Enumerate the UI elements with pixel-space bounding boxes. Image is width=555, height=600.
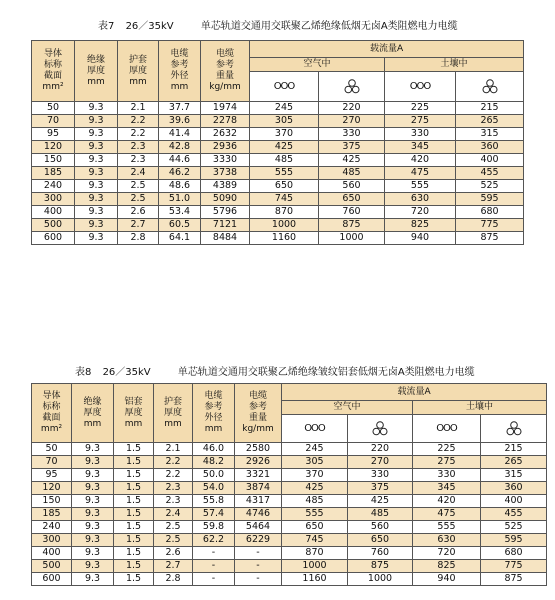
table7-header-soil: 土壤中 (385, 58, 524, 72)
table8-air-flat-icon: OOO (282, 415, 348, 443)
table-cell: 475 (413, 508, 481, 521)
table8-header-air: 空气中 (282, 401, 413, 415)
table-cell: 2.8 (154, 573, 193, 586)
table-cell: 9.3 (72, 560, 114, 573)
table-row (32, 547, 547, 560)
table-row (32, 534, 547, 547)
table-cell: 330 (319, 128, 385, 141)
table-cell: 60.5 (159, 219, 201, 232)
table-cell: 345 (385, 141, 456, 154)
table-cell: 875 (319, 219, 385, 232)
table-cell: 2.5 (154, 534, 193, 547)
table-cell: 2926 (235, 456, 282, 469)
table7 (31, 40, 524, 245)
table-cell: 330 (413, 469, 481, 482)
table-cell: 875 (481, 573, 547, 586)
table-cell: 2.7 (154, 560, 193, 573)
table-cell: 555 (282, 508, 348, 521)
table7-header-sheath: 护套 厚度 mm (118, 41, 159, 102)
table-row (32, 508, 547, 521)
table-cell: 150 (32, 154, 75, 167)
table-cell: 425 (282, 482, 348, 495)
table-cell: 55.8 (193, 495, 235, 508)
table-cell: 875 (348, 560, 413, 573)
table-cell: 245 (250, 102, 319, 115)
table-cell: 500 (32, 560, 72, 573)
table-cell: 330 (348, 469, 413, 482)
table-cell: 4317 (235, 495, 282, 508)
table-cell: 650 (282, 521, 348, 534)
table-cell: 62.2 (193, 534, 235, 547)
table-cell: 555 (413, 521, 481, 534)
table-cell: 775 (481, 560, 547, 573)
table8-header-weight: 电缆 参考 重量 kg/mm (235, 384, 282, 443)
table-cell: 1.5 (114, 560, 154, 573)
table-cell: 225 (385, 102, 456, 115)
table-cell: 1000 (348, 573, 413, 586)
table-cell: 9.3 (72, 508, 114, 521)
table-cell: 345 (413, 482, 481, 495)
table-cell: 2.3 (154, 495, 193, 508)
table7-air-flat-icon: OOO (250, 72, 319, 102)
table-cell: 3321 (235, 469, 282, 482)
table-cell: 305 (250, 115, 319, 128)
table-cell: 720 (385, 206, 456, 219)
table-cell: 9.3 (72, 456, 114, 469)
table-cell: 2.8 (118, 232, 159, 245)
table8-voltage: 26／35kV (102, 367, 151, 378)
table-cell: 9.3 (75, 193, 118, 206)
table-row (32, 232, 524, 245)
table7-air-trefoil-icon (319, 72, 385, 102)
table-cell: 46.2 (159, 167, 201, 180)
table8-soil-trefoil-icon (481, 415, 547, 443)
table-row (32, 193, 524, 206)
table-cell: 745 (282, 534, 348, 547)
table-row (32, 128, 524, 141)
table-cell: 1000 (282, 560, 348, 573)
table-cell: 2.1 (118, 102, 159, 115)
table8-header-section: 导体 标称 截面 mm² (32, 384, 72, 443)
table-cell: 225 (413, 443, 481, 456)
table-cell: 1.5 (114, 469, 154, 482)
table-cell: 315 (456, 128, 524, 141)
table-cell: 555 (250, 167, 319, 180)
table-cell: 330 (385, 128, 456, 141)
table-row (32, 154, 524, 167)
table-cell: 4746 (235, 508, 282, 521)
table-row (32, 219, 524, 232)
table-cell: 2.3 (118, 141, 159, 154)
table-cell: 9.3 (72, 521, 114, 534)
table7-caption (98, 17, 458, 32)
table-cell: 9.3 (75, 180, 118, 193)
table-cell: 760 (348, 547, 413, 560)
table-cell: 300 (32, 534, 72, 547)
table-cell: 2580 (235, 443, 282, 456)
table-cell: 59.8 (193, 521, 235, 534)
table-cell: 870 (250, 206, 319, 219)
table-cell: 50.0 (193, 469, 235, 482)
table-cell: 2.6 (154, 547, 193, 560)
table-cell: 245 (282, 443, 348, 456)
table8-caption (75, 363, 475, 378)
table-cell: 940 (413, 573, 481, 586)
table-cell: 1.5 (114, 495, 154, 508)
table-cell: - (193, 547, 235, 560)
table-row (32, 180, 524, 193)
table-cell: 400 (456, 154, 524, 167)
table-cell: 5796 (201, 206, 250, 219)
table-cell: 1.5 (114, 482, 154, 495)
table-cell: 315 (481, 469, 547, 482)
table-row (32, 573, 547, 586)
table-cell: 475 (385, 167, 456, 180)
table-cell: 9.3 (72, 495, 114, 508)
table-row (32, 115, 524, 128)
table-cell: 2.2 (154, 469, 193, 482)
table8-header-sheath: 护套 厚度 mm (154, 384, 193, 443)
table-cell: 215 (456, 102, 524, 115)
table-cell: 1.5 (114, 508, 154, 521)
table-cell: 400 (32, 547, 72, 560)
table-cell: 825 (385, 219, 456, 232)
table-cell: 3738 (201, 167, 250, 180)
table-cell: 54.0 (193, 482, 235, 495)
table-cell: 9.3 (72, 547, 114, 560)
table-cell: 2278 (201, 115, 250, 128)
table7-body (32, 102, 524, 245)
table-cell: 455 (481, 508, 547, 521)
table-cell: 9.3 (75, 167, 118, 180)
table-cell: 870 (282, 547, 348, 560)
table-row (32, 443, 547, 456)
table-cell: 425 (250, 141, 319, 154)
table-cell: 51.0 (159, 193, 201, 206)
table-cell: 555 (385, 180, 456, 193)
table-cell: 53.4 (159, 206, 201, 219)
table-cell: 1.5 (114, 443, 154, 456)
table7-voltage: 26／35kV (125, 21, 174, 32)
table-cell: 2.2 (118, 115, 159, 128)
table-cell: 2936 (201, 141, 250, 154)
table-row (32, 102, 524, 115)
table-cell: 425 (319, 154, 385, 167)
table-cell: 9.3 (75, 206, 118, 219)
table-cell: 420 (413, 495, 481, 508)
table-cell: 305 (282, 456, 348, 469)
table-cell: 525 (481, 521, 547, 534)
table-row (32, 206, 524, 219)
table-cell: 375 (319, 141, 385, 154)
table-cell: 220 (319, 102, 385, 115)
table-cell: 185 (32, 508, 72, 521)
table-cell: 150 (32, 495, 72, 508)
table8-header-soil: 土壤中 (413, 401, 547, 415)
table-cell: 360 (481, 482, 547, 495)
table-cell: 300 (32, 193, 75, 206)
table-cell: 2.2 (154, 456, 193, 469)
table-cell: 9.3 (75, 219, 118, 232)
table-cell: 1974 (201, 102, 250, 115)
table-cell: 1.5 (114, 573, 154, 586)
table-cell: 265 (456, 115, 524, 128)
table-row (32, 141, 524, 154)
table-cell: 1160 (282, 573, 348, 586)
table-cell: 8484 (201, 232, 250, 245)
table-cell: 400 (32, 206, 75, 219)
table-cell: 2.5 (118, 180, 159, 193)
table-cell: 185 (32, 167, 75, 180)
table-cell: 940 (385, 232, 456, 245)
table-cell: 370 (250, 128, 319, 141)
table-cell: 9.3 (72, 469, 114, 482)
table-cell: 2.7 (118, 219, 159, 232)
table-cell: 42.8 (159, 141, 201, 154)
table-cell: 760 (319, 206, 385, 219)
table7-number: 表7 (98, 21, 115, 32)
table8-header-od: 电缆 参考 外径 mm (193, 384, 235, 443)
table-cell: 360 (456, 141, 524, 154)
table-cell: 9.3 (72, 482, 114, 495)
table-cell: 1000 (250, 219, 319, 232)
table-cell: 5090 (201, 193, 250, 206)
table-cell: 3330 (201, 154, 250, 167)
table-cell: 425 (348, 495, 413, 508)
table-cell: 1.5 (114, 521, 154, 534)
table-cell: 2.3 (154, 482, 193, 495)
table-cell: 400 (481, 495, 547, 508)
table7-header-weight: 电缆 参考 重量 kg/mm (201, 41, 250, 102)
table8-header-aluminum: 铝套 厚度 mm (114, 384, 154, 443)
table-cell: 2632 (201, 128, 250, 141)
table-cell: 1.5 (114, 456, 154, 469)
table-cell: 485 (250, 154, 319, 167)
table-cell: 95 (32, 469, 72, 482)
table8 (31, 383, 547, 586)
table-cell: 220 (348, 443, 413, 456)
table8-air-trefoil-icon (348, 415, 413, 443)
table-cell: 5464 (235, 521, 282, 534)
table-cell: 630 (413, 534, 481, 547)
table-cell: 455 (456, 167, 524, 180)
table-cell: 120 (32, 141, 75, 154)
table-cell: 240 (32, 521, 72, 534)
table-cell: - (235, 573, 282, 586)
table8-header-current: 载流量A (282, 384, 547, 401)
table-cell: 95 (32, 128, 75, 141)
table-cell: 370 (282, 469, 348, 482)
table-cell: 2.5 (154, 521, 193, 534)
table-cell: 64.1 (159, 232, 201, 245)
table7-header-section: 导体 标称 截面 mm² (32, 41, 75, 102)
table-row (32, 469, 547, 482)
table7-soil-trefoil-icon (456, 72, 524, 102)
table-cell: 9.3 (75, 102, 118, 115)
table-cell: 6229 (235, 534, 282, 547)
table-cell: 2.2 (118, 128, 159, 141)
table-cell: 4389 (201, 180, 250, 193)
table-cell: 39.6 (159, 115, 201, 128)
table7-header-insulation: 绝缘 厚度 mm (75, 41, 118, 102)
table-cell: 1160 (250, 232, 319, 245)
table-cell: 2.3 (118, 154, 159, 167)
table8-title: 单芯轨道交通用交联聚乙烯绝缘皱纹铝套低烟无卤A类阻燃电力电缆 (177, 367, 475, 378)
table-cell: 2.1 (154, 443, 193, 456)
table-cell: 9.3 (75, 128, 118, 141)
table-cell: 9.3 (75, 232, 118, 245)
table-cell: - (193, 560, 235, 573)
table-cell: 875 (456, 232, 524, 245)
table-cell: 9.3 (72, 573, 114, 586)
table-cell: 37.7 (159, 102, 201, 115)
table-cell: 3874 (235, 482, 282, 495)
table-cell: 630 (385, 193, 456, 206)
table-cell: 270 (348, 456, 413, 469)
table-cell: 560 (348, 521, 413, 534)
table-cell: 275 (385, 115, 456, 128)
table-cell: 9.3 (75, 141, 118, 154)
table-cell: 775 (456, 219, 524, 232)
table-cell: 825 (413, 560, 481, 573)
table-cell: 595 (481, 534, 547, 547)
table-cell: 375 (348, 482, 413, 495)
table-cell: 1.5 (114, 547, 154, 560)
table-cell: 57.4 (193, 508, 235, 521)
table8-header-insulation: 绝缘 厚度 mm (72, 384, 114, 443)
table-cell: 120 (32, 482, 72, 495)
table-cell: 44.6 (159, 154, 201, 167)
table-cell: 50 (32, 443, 72, 456)
table-cell: - (235, 560, 282, 573)
table-cell: 720 (413, 547, 481, 560)
table-cell: - (235, 547, 282, 560)
table-cell: 600 (32, 232, 75, 245)
table-cell: 2.4 (154, 508, 193, 521)
table-cell: 745 (250, 193, 319, 206)
table-cell: 70 (32, 115, 75, 128)
table-cell: 7121 (201, 219, 250, 232)
table7-header-air: 空气中 (250, 58, 385, 72)
table-cell: 1.5 (114, 534, 154, 547)
table-cell: 525 (456, 180, 524, 193)
table-cell: 650 (348, 534, 413, 547)
table-cell: 2.5 (118, 193, 159, 206)
table-cell: 240 (32, 180, 75, 193)
table-cell: 48.6 (159, 180, 201, 193)
table8-soil-flat-icon: OOO (413, 415, 481, 443)
table-cell: 650 (250, 180, 319, 193)
table-cell: 265 (481, 456, 547, 469)
table-cell: 680 (456, 206, 524, 219)
table-cell: 420 (385, 154, 456, 167)
table-cell: 485 (282, 495, 348, 508)
table-row (32, 495, 547, 508)
table8-number: 表8 (75, 367, 92, 378)
table-cell: 46.0 (193, 443, 235, 456)
table-cell: 485 (319, 167, 385, 180)
table-cell: 41.4 (159, 128, 201, 141)
table-cell: 595 (456, 193, 524, 206)
table8-body (32, 443, 547, 586)
table-cell: 600 (32, 573, 72, 586)
table-cell: 270 (319, 115, 385, 128)
table-row (32, 482, 547, 495)
table-cell: - (193, 573, 235, 586)
table-cell: 500 (32, 219, 75, 232)
table-cell: 485 (348, 508, 413, 521)
table-cell: 70 (32, 456, 72, 469)
table-row (32, 167, 524, 180)
table-cell: 9.3 (75, 154, 118, 167)
table-cell: 2.4 (118, 167, 159, 180)
table-cell: 560 (319, 180, 385, 193)
table7-header-current: 载流量A (250, 41, 524, 58)
table7-title: 单芯轨道交通用交联聚乙烯绝缘低烟无卤A类阻燃电力电缆 (200, 21, 458, 32)
table-cell: 215 (481, 443, 547, 456)
table-cell: 50 (32, 102, 75, 115)
table-cell: 48.2 (193, 456, 235, 469)
table-cell: 9.3 (75, 115, 118, 128)
table7-soil-flat-icon: OOO (385, 72, 456, 102)
table-cell: 1000 (319, 232, 385, 245)
table-cell: 9.3 (72, 534, 114, 547)
table-row (32, 560, 547, 573)
table7-header-od: 电缆 参考 外径 mm (159, 41, 201, 102)
table-cell: 2.6 (118, 206, 159, 219)
table-row (32, 521, 547, 534)
table-cell: 650 (319, 193, 385, 206)
table-cell: 9.3 (72, 443, 114, 456)
table-cell: 275 (413, 456, 481, 469)
table-cell: 680 (481, 547, 547, 560)
table-row (32, 456, 547, 469)
